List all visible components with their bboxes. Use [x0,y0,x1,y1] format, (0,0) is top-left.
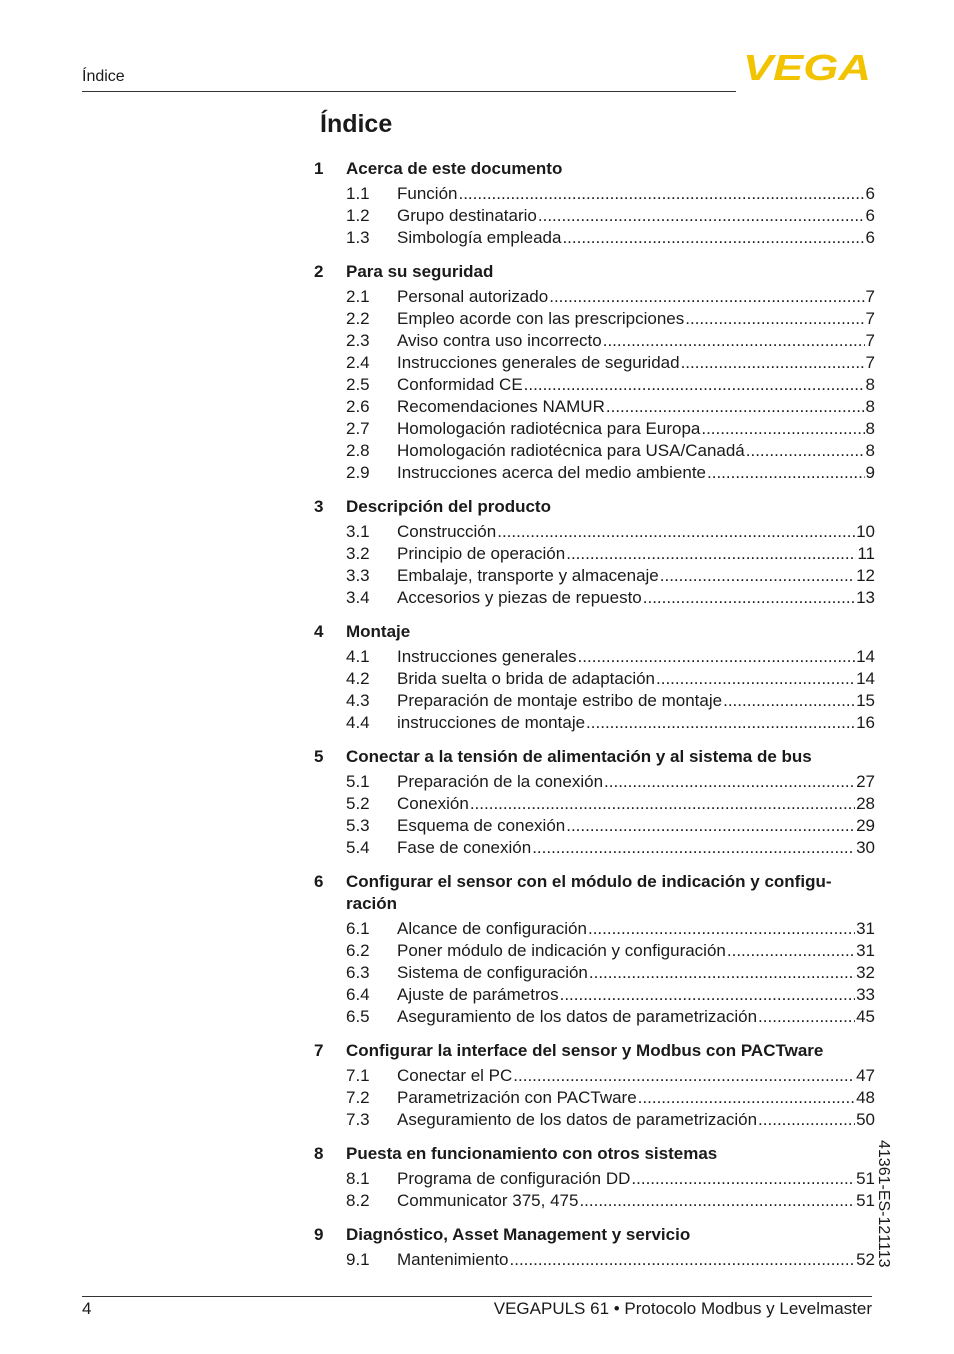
entry-page-number: 48 [856,1088,875,1107]
entry-page-number: 7 [865,287,875,306]
entry-number: 2.4 [346,353,370,372]
entry-title: Ajuste de parámetros [397,985,559,1004]
entry-title: Homologación radiotécnica para Europa [397,419,701,438]
entry-title: Preparación de la conexión [397,772,604,791]
table-of-contents [314,158,875,1283]
entry-title: Grupo destinatario [397,206,537,225]
toc-chapter-heading[interactable] [314,496,875,518]
entry-page-number: 30 [856,838,875,857]
entry-number: 7.2 [346,1088,370,1107]
chapter-number: 6 [314,872,324,891]
toc-chapter [314,1040,875,1131]
chapter-title: Montaje [346,622,411,641]
entry-number: 1.2 [346,206,370,225]
toc-entry[interactable] [314,793,875,815]
toc-entry[interactable] [314,712,875,734]
entry-number: 6.3 [346,963,370,982]
toc-entry[interactable] [314,1006,875,1028]
toc-entry[interactable] [314,418,875,440]
toc-entry[interactable] [314,396,875,418]
toc-entry[interactable] [314,815,875,837]
toc-chapter [314,261,875,484]
chapter-title: Para su seguridad [346,262,494,281]
page-number: 4 [82,1299,92,1318]
entry-number: 3.4 [346,588,370,607]
entry-page-number: 27 [856,772,875,791]
chapter-title: Descripción del producto [346,497,551,516]
entry-number: 9.1 [346,1250,370,1269]
entry-page-number: 8 [865,441,875,460]
dot-leader [758,1109,855,1131]
entry-number: 1.1 [346,184,370,203]
dot-leader [638,1087,855,1109]
entry-number: 7.3 [346,1110,370,1129]
entry-page-number: 12 [856,566,875,585]
entry-page-number: 11 [857,544,875,563]
chapter-title: Conectar a la tensión de alimentación y al sistema de bus [346,747,812,766]
entry-page-number: 8 [865,419,875,438]
entry-number: 2.7 [346,419,370,438]
chapter-title: Acerca de este documento [346,159,563,178]
entry-number: 6.2 [346,941,370,960]
toc-entry[interactable] [314,984,875,1006]
entry-number: 2.8 [346,441,370,460]
entry-page-number: 28 [856,794,875,813]
svg-text:VEGA: VEGA [743,52,871,84]
dot-leader [685,308,864,330]
dot-leader [604,771,855,793]
toc-entry[interactable] [314,227,875,249]
entry-page-number: 52 [856,1250,875,1269]
chapter-number: 8 [314,1144,324,1163]
entry-title: Simbología empleada [397,228,562,247]
toc-entry[interactable] [314,668,875,690]
entry-number: 5.3 [346,816,370,835]
toc-chapter-heading[interactable] [314,261,875,283]
toc-entry[interactable] [314,440,875,462]
footer-rule [82,1296,872,1297]
entry-page-number: 31 [856,941,875,960]
toc-entry[interactable] [314,330,875,352]
toc-chapter [314,1143,875,1212]
toc-chapter-heading[interactable] [314,746,875,768]
toc-chapter [314,871,875,1028]
entry-page-number: 14 [856,669,875,688]
entry-number: 8.2 [346,1191,370,1210]
toc-chapter [314,158,875,249]
toc-chapter-heading[interactable] [314,1143,875,1165]
entry-number: 2.2 [346,309,370,328]
entry-title: Aviso contra uso incorrecto [397,331,602,350]
toc-chapter-heading[interactable] [314,871,875,915]
dot-leader [586,712,855,734]
toc-chapter-heading[interactable] [314,1040,875,1062]
entry-page-number: 51 [856,1191,875,1210]
toc-entry[interactable] [314,1249,875,1271]
toc-entry[interactable] [314,1065,875,1087]
chapter-number: 9 [314,1225,324,1244]
toc-entry[interactable] [314,962,875,984]
entry-number: 3.1 [346,522,370,541]
toc-chapter [314,621,875,734]
entry-title: instrucciones de montaje [397,713,586,732]
entry-title: Principio de operación [397,544,566,563]
entry-page-number: 51 [856,1169,875,1188]
entry-number: 2.6 [346,397,370,416]
entry-page-number: 9 [865,463,875,482]
chapter-title: Puesta en funcionamiento con otros sistemas [346,1144,718,1163]
chapter-number: 2 [314,262,324,281]
entry-title: Función [397,184,458,203]
toc-entry[interactable] [314,646,875,668]
toc-entry[interactable] [314,1190,875,1212]
chapter-title: Diagnóstico, Asset Management y servicio [346,1225,691,1244]
entry-page-number: 6 [865,228,875,247]
dot-leader [562,227,864,249]
entry-number: 8.1 [346,1169,370,1188]
dot-leader [497,521,855,543]
dot-leader [513,1065,855,1087]
entry-title: Homologación radiotécnica para USA/Canadá [397,441,745,460]
dot-leader [566,815,855,837]
dot-leader [549,286,864,308]
chapter-number: 5 [314,747,324,766]
dot-leader [746,440,865,462]
entry-number: 6.5 [346,1007,370,1026]
entry-page-number: 50 [856,1110,875,1129]
entry-title: Personal autorizado [397,287,549,306]
entry-title: Programa de configuración DD [397,1169,631,1188]
dot-leader [578,646,856,668]
toc-entry[interactable] [314,918,875,940]
chapter-number: 1 [314,159,324,178]
footer-doc-title: VEGAPULS 61 • Protocolo Modbus y Levelmaster [493,1299,872,1318]
toc-entry[interactable] [314,205,875,227]
entry-page-number: 45 [856,1007,875,1026]
dot-leader [538,205,865,227]
toc-entry[interactable] [314,587,875,609]
toc-entry[interactable] [314,690,875,712]
toc-entry[interactable] [314,352,875,374]
dot-leader [727,940,855,962]
dot-leader [606,396,865,418]
entry-number: 2.3 [346,331,370,350]
entry-number: 4.1 [346,647,370,666]
entry-number: 1.3 [346,228,370,247]
entry-title: Instrucciones generales de seguridad [397,353,680,372]
entry-page-number: 7 [865,331,875,350]
entry-title: Sistema de configuración [397,963,588,982]
toc-entry[interactable] [314,286,875,308]
entry-number: 6.4 [346,985,370,1004]
entry-number: 7.1 [346,1066,370,1085]
entry-title: Instrucciones generales [397,647,577,666]
document-code: 41361-ES-121113 [875,1140,892,1268]
entry-number: 2.5 [346,375,370,394]
entry-page-number: 29 [856,816,875,835]
toc-chapter-heading[interactable] [314,1224,875,1246]
header-rule [82,91,736,92]
entry-title: Instrucciones acerca del medio ambiente [397,463,706,482]
entry-page-number: 8 [865,375,875,394]
dot-leader [589,962,855,984]
entry-number: 4.3 [346,691,370,710]
entry-title: Empleo acorde con las prescripciones [397,309,685,328]
entry-title: Poner módulo de indicación y configuración [397,941,726,960]
entry-title: Aseguramiento de los datos de parametrización [397,1110,758,1129]
entry-title: Esquema de conexión [397,816,566,835]
entry-title: Mantenimiento [397,1250,509,1269]
toc-entry[interactable] [314,1087,875,1109]
toc-entry[interactable] [314,308,875,330]
dot-leader [758,1006,855,1028]
toc-entry[interactable] [314,1109,875,1131]
entry-title: Construcción [397,522,497,541]
entry-number: 5.2 [346,794,370,813]
toc-chapter-heading[interactable] [314,621,875,643]
entry-page-number: 6 [865,184,875,203]
dot-leader [532,837,855,859]
dot-leader [458,183,864,205]
entry-number: 5.4 [346,838,370,857]
toc-entry[interactable] [314,1168,875,1190]
toc-entry[interactable] [314,374,875,396]
toc-entry[interactable] [314,183,875,205]
entry-page-number: 32 [856,963,875,982]
entry-title: Aseguramiento de los datos de parametrización [397,1007,758,1026]
page-title: Índice [320,110,393,138]
chapter-title: Configurar la interface del sensor y Modbus con PACTware [346,1041,824,1060]
entry-title: Accesorios y piezas de repuesto [397,588,642,607]
entry-page-number: 16 [856,713,875,732]
entry-page-number: 47 [856,1066,875,1085]
toc-entry[interactable] [314,521,875,543]
entry-page-number: 33 [856,985,875,1004]
entry-number: 2.1 [346,287,370,306]
dot-leader [560,984,855,1006]
dot-leader [707,462,865,484]
entry-title: Conexión [397,794,469,813]
toc-entry[interactable] [314,771,875,793]
toc-entry[interactable] [314,565,875,587]
dot-leader [470,793,855,815]
toc-entry[interactable] [314,940,875,962]
entry-title: Brida suelta o brida de adaptación [397,669,656,688]
toc-entry[interactable] [314,837,875,859]
entry-number: 3.3 [346,566,370,585]
entry-title: Conectar el PC [397,1066,513,1085]
entry-page-number: 10 [856,522,875,541]
chapter-number: 4 [314,622,324,641]
entry-number: 6.1 [346,919,370,938]
entry-title: Conformidad CE [397,375,523,394]
dot-leader [603,330,865,352]
dot-leader [701,418,864,440]
dot-leader [524,374,865,396]
entry-page-number: 7 [865,309,875,328]
entry-title: Preparación de montaje estribo de montaje [397,691,723,710]
toc-chapter [314,1224,875,1271]
entry-page-number: 31 [856,919,875,938]
entry-page-number: 6 [865,206,875,225]
entry-page-number: 13 [856,588,875,607]
toc-chapter [314,746,875,859]
entry-title: Recomendaciones NAMUR [397,397,605,416]
toc-entry[interactable] [314,462,875,484]
toc-entry[interactable] [314,543,875,565]
entry-number: 3.2 [346,544,370,563]
dot-leader [681,352,865,374]
dot-leader [631,1168,855,1190]
dot-leader [723,690,855,712]
entry-page-number: 15 [856,691,875,710]
entry-number: 4.4 [346,713,370,732]
entry-page-number: 14 [856,647,875,666]
entry-title: Alcance de configuración [397,919,587,938]
dot-leader [588,918,855,940]
dot-leader [643,587,855,609]
chapter-number: 3 [314,497,324,516]
entry-page-number: 8 [865,397,875,416]
dot-leader [566,543,856,565]
dot-leader [660,565,855,587]
entry-title: Embalaje, transporte y almacenaje [397,566,659,585]
entry-page-number: 7 [865,353,875,372]
dot-leader [656,668,855,690]
dot-leader [510,1249,856,1271]
entry-number: 4.2 [346,669,370,688]
running-header: Índice [82,68,125,85]
chapter-number: 7 [314,1041,324,1060]
dot-leader [579,1190,855,1212]
vega-logo [742,52,872,84]
entry-number: 5.1 [346,772,370,791]
entry-number: 2.9 [346,463,370,482]
toc-chapter-heading[interactable] [314,158,875,180]
entry-title: Parametrización con PACTware [397,1088,637,1107]
entry-title: Fase de conexión [397,838,532,857]
entry-title: Communicator 375, 475 [397,1191,579,1210]
chapter-title: Configurar el sensor con el módulo de indicación y configu-ración [346,872,832,913]
toc-chapter [314,496,875,609]
